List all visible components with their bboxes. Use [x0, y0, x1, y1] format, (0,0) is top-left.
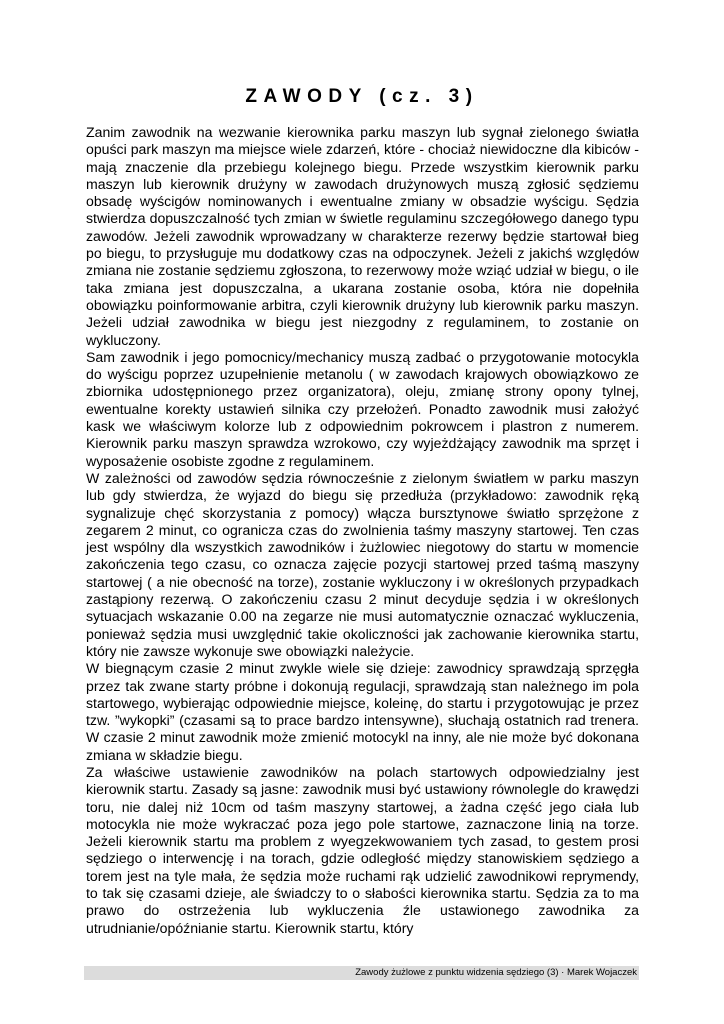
article-body [86, 124, 639, 937]
paragraph: Za właściwe ustawienie zawodników na polach startowych odpowiedzialny jest kierownik startu. Zasady są jasne: zawodnik musi być ustawiony równolegle do krawędzi toru, nie dalej niż 10cm od taśm maszyny startowej, a żadna część jego ciała lub motocykla nie może wykraczać poza jego pole startowe, zaznaczone linią na torze. Jeżeli kierownik startu ma problem z wyegzekwowaniem tych zasad, to gestem prosi sędziego o interwencję i na torach, gdzie odległość między stanowiskiem sędziego a torem jest na tyle mała, że sędzia może ruchami rąk udzielić zawodnikowi reprymendy, to tak się czasami dzieje, ale świadczy to o słabości kierownika startu. Sędzia za to ma prawo do ostrzeżenia lub wykluczenia źle ustawionego zawodnika za utrudnianie/opóźnianie startu. Kierownik startu, który [86, 763, 639, 936]
page-footer [84, 966, 639, 980]
paragraph: Zanim zawodnik na wezwanie kierownika parku maszyn lub sygnał zielonego światła opuści park maszyn ma miejsce wiele zdarzeń, które - chociaż niewidoczne dla kibiców - mają znaczenie dla przebiegu kolejnego biegu. Przede wszystkim kierownik parku maszyn lub kierownik drużyny w zawodach drużynowych muszą zgłosić sędziemu obsadę wyścigów nominowanych i ewentualne zmiany w obsadzie wyścigu. Sędzia stwierdza dopuszczalność tych zmian w świetle regulaminu szczegółowego danego typu zawodów. Jeżeli zawodnik wprowadzany w charakterze rezerwy będzie startował bieg po biegu, to przysługuje mu dodatkowy czas na odpoczynek. Jeżeli z jakichś względów zmiana nie zostanie sędziemu zgłoszona, to rezerwowy może wziąć udział w biegu, o ile taka zmiana jest dopuszczalna, a ukarana zostanie osoba, która nie dopełniła obowiązku poinformowanie arbitra, czyli kierownik drużyny lub kierownik parku maszyn. Jeżeli udział zawodnika w biegu jest niezgodny z regulaminem, to zostanie on wykluczony. [86, 124, 639, 348]
paragraph: Sam zawodnik i jego pomocnicy/mechanicy muszą zadbać o przygotowanie motocykla do wyścigu poprzez uzupełnienie metanolu ( w zawodach krajowych obowiązkowo ze zbiornika udostępnionego przez organizatora), oleju, zmianę strony opony tylnej, ewentualne korekty ustawień silnika czy przełożeń. Ponadto zawodnik musi założyć kask we właściwym kolorze lub z odpowiednim pokrowcem i plastron z numerem. Kierownik parku maszyn sprawdza wzrokowo, czy wyjeżdżający zawodnik ma sprzęt i wyposażenie osobiste zgodne z regulaminem. [86, 348, 639, 469]
page-title: ZAWODY (cz. 3) [245, 86, 479, 107]
paragraph: W zależności od zawodów sędzia równocześnie z zielonym światłem w parku maszyn lub gdy stwierdza, że wyjazd do biegu się przedłuża (przykładowo: zawodnik ręką sygnalizuje chęć skorzystania z pomocy) włącza bursztynowe światło sprzężone z zegarem 2 minut, co ogranicza czas do zwolnienia taśmy maszyny startowej. Ten czas jest wspólny dla wszystkich zawodników i żużlowiec niegotowy do startu w momencie zakończenia tego czasu, co oznacza zajęcie pozycji startowej przed taśmą maszyny startowej ( a nie obecność na torze), zostanie wykluczony i w określonych przypadkach zastąpiony rezerwą. O zakończeniu czasu 2 minut decyduje sędzia i w określonych sytuacjach wskazanie 0.00 na zegarze nie musi automatycznie oznaczać wykluczenia, ponieważ sędzia musi uwzględnić takie okoliczności jak zachowanie kierownika startu, który nie zawsze wykonuje swe obowiązki należycie. [86, 469, 639, 659]
footer-text: Zawody żużlowe z punktu widzenia sędziego (3) · Marek Wojaczek [355, 967, 637, 978]
paragraph: W biegnącym czasie 2 minut zwykle wiele się dzieje: zawodnicy sprawdzają sprzęgła przez tak zwane starty próbne i dokonują regulacji, sprawdzają stan należnego im pola startowego, wybierając odpowiednie miejsce, koleinę, do startu i przygotowując je przez tzw. ”wykopki” (czasami są to prace bardzo intensywne), słuchają ostatnich rad trenera. W czasie 2 minut zawodnik może zmienić motocykl na inny, ale nie może być dokonana zmiana w składzie biegu. [86, 660, 639, 763]
